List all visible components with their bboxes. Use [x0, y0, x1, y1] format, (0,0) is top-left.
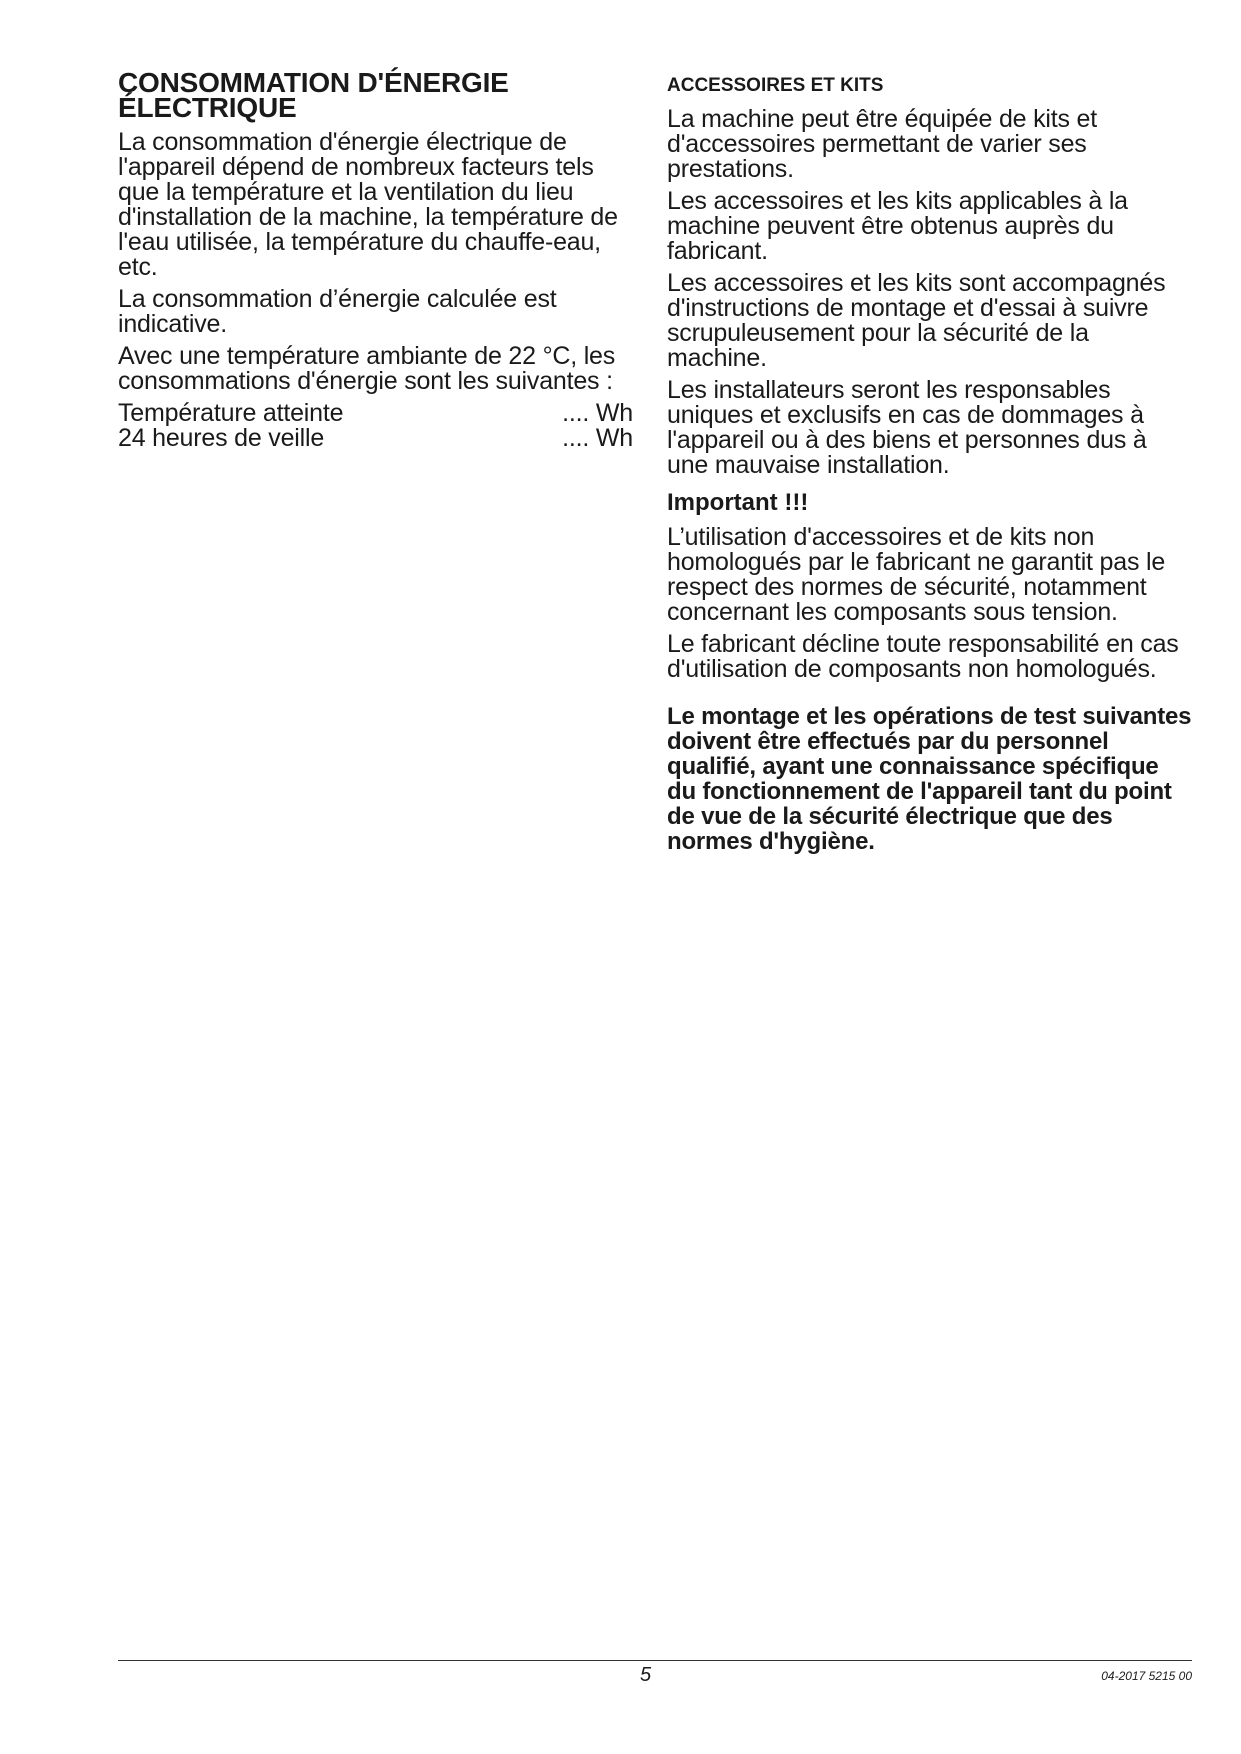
consumption-value: .... Wh [562, 424, 633, 452]
heading-line-2: ÉLECTRIQUE [118, 92, 297, 123]
qualified-personnel-warning: Le montage et les opérations de test suivantes doivent être effectués par du personnel qualifié, ayant une connaissance spécifique du fonctionnement de l'appareil tant du point de vue de la sécurité électrique que des normes d'hygiène. [667, 703, 1192, 855]
energy-paragraph-3: Avec une température ambiante de 22 °C, les consommations d'énergie sont les suivantes : [118, 342, 616, 395]
accessories-paragraph-4: Les installateurs seront les responsables uniques et exclusifs en cas de dommages à l'appareil ou à des biens et personnes dus à une mauvaise installation. [667, 376, 1147, 479]
accessories-heading: ACCESSOIRES ET KITS [667, 75, 884, 96]
accessories-paragraph-2: Les accessoires et les kits applicables à la machine peuvent être obtenus auprès du fabricant. [667, 187, 1128, 265]
footer-divider [118, 1660, 1192, 1661]
accessories-paragraph-1: La machine peut être équipée de kits et d'accessoires permettant de varier ses prestations. [667, 105, 1097, 183]
page-number: 5 [640, 1664, 652, 1686]
consumption-row [118, 401, 633, 426]
document-code: 04-2017 5215 00 [1101, 1669, 1192, 1683]
energy-paragraph-1: La consommation d'énergie électrique de l'appareil dépend de nombreux facteurs tels que la température et la ventilation du lieu d'installation de la machine, la température de l'eau utilisée, la température du chauffe-eau, etc. [118, 128, 618, 281]
energy-paragraph-2: La consommation d’énergie calculée est indicative. [118, 285, 557, 338]
left-column [118, 67, 633, 452]
right-column [667, 70, 1192, 861]
important-paragraph-1: L’utilisation d'accessoires et de kits non homologués par le fabricant ne garantit pas le respect des normes de sécurité, notamment concernant les composants sous tension. [667, 523, 1166, 626]
consumption-row [118, 426, 633, 451]
important-paragraph-2: Le fabricant décline toute responsabilité en cas d'utilisation de composants non homologués. [667, 630, 1179, 683]
important-heading: Important !!! [667, 489, 809, 516]
consumption-value: .... Wh [562, 399, 633, 427]
energy-consumption-heading [118, 67, 633, 123]
heading-line-1: CONSOMMATION D'ÉNERGIE [118, 67, 509, 98]
accessories-paragraph-3: Les accessoires et les kits sont accompagnés d'instructions de montage et d'essai à suivre scrupuleusement pour la sécurité de la machine. [667, 269, 1166, 372]
consumption-label: Température atteinte [118, 399, 344, 427]
consumption-label: 24 heures de veille [118, 424, 325, 452]
